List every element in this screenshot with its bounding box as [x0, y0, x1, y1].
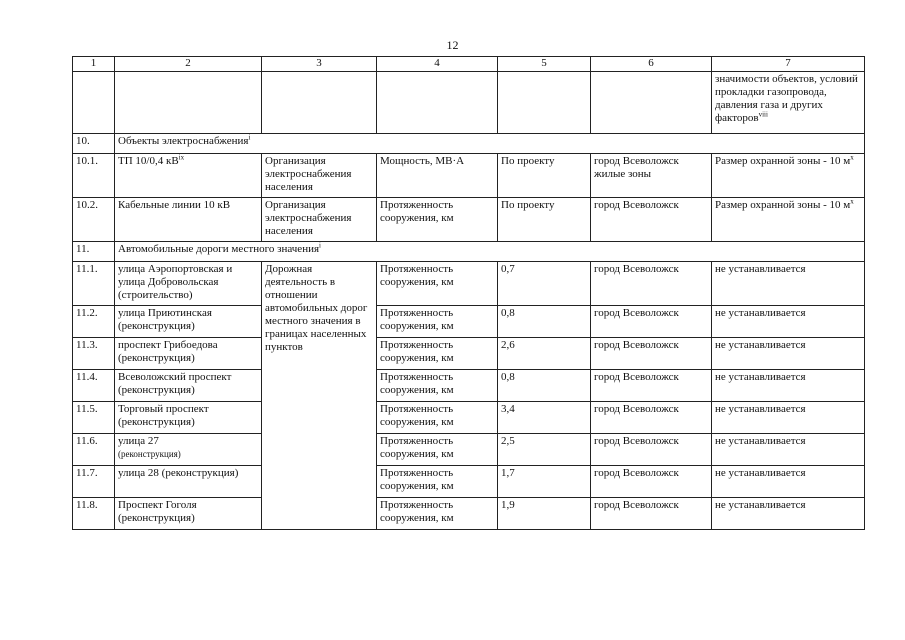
- table-row: 11.8. Проспект Гоголя (реконструкция) Протяженность сооружения, км 1,9 город Всеволожск не устанавливается: [73, 498, 865, 530]
- section-number: 10.: [73, 134, 115, 154]
- table-row: 11.3. проспект Грибоедова (реконструкция) Протяженность сооружения, км 2,6 город Всеволожск не устанавливается: [73, 338, 865, 370]
- continuation-row: [73, 72, 865, 134]
- column-header: 3: [262, 57, 377, 72]
- table-row: 11.2. улица Приютинская (реконструкция) Протяженность сооружения, км 0,8 город Всеволожск не устанавливается: [73, 306, 865, 338]
- section-title: Автомобильные дороги местного значения$^i$: [115, 242, 865, 262]
- column-header: 1: [73, 57, 115, 72]
- section-number: 11.: [73, 242, 115, 262]
- table-row: 11.6. улица 27 (реконструкция) Протяженность сооружения, км 2,5 город Всеволожск не устанавливается: [73, 434, 865, 466]
- column-header: 7: [712, 57, 865, 72]
- column-header: 4: [377, 57, 498, 72]
- table-row: 11.7. улица 28 (реконструкция) Протяженность сооружения, км 1,7 город Всеволожск не устанавливается: [73, 466, 865, 498]
- column-header: 6: [591, 57, 712, 72]
- column-header: 5: [498, 57, 591, 72]
- table-row: 11.5. Торговый проспект (реконструкция) Протяженность сооружения, км 3,4 город Всеволожск не устанавливается: [73, 402, 865, 434]
- column-header-row: [73, 57, 865, 72]
- table-row: 10.2. Кабельные линии 10 кВ Организация электроснабжения населения Протяженность сооружения, км По проекту город Всеволожск Размер охранной зоны - 10 $м^x$: [73, 198, 865, 242]
- page-number: 12: [446, 38, 459, 52]
- section-row: [73, 242, 865, 262]
- continuation-cell: значимости объектов, условий прокладки газопровода, давления газа и других факторов$^{viii}$: [712, 72, 865, 134]
- table-row: 11.1. улица Аэропортовская и улица Добровольская (строительство) Дорожная деятельность в отношении автомобильных дорог местного значения в границах населенных пунктов Протяженность сооружения, км 0,7 город Всеволожск не устанавливается: [73, 262, 865, 306]
- road-purpose-cell: Дорожная деятельность в отношении автомобильных дорог местного значения в границах населенных пунктов: [262, 262, 377, 530]
- table-row: 11.4. Всеволожский проспект (реконструкция) Протяженность сооружения, км 0,8 город Всеволожск не устанавливается: [73, 370, 865, 402]
- objects-table: [72, 56, 865, 530]
- section-row: [73, 134, 865, 154]
- section-title: Объекты электроснабжения$^i$: [115, 134, 865, 154]
- table-row: 10.1. ТП 10/0,4 $кВ^{ix}$ Организация электроснабжения населения Мощность, МВ·А По проекту город Всеволожск жилые зоны Размер охранной зоны - 10 $м^x$: [73, 154, 865, 198]
- column-header: 2: [115, 57, 262, 72]
